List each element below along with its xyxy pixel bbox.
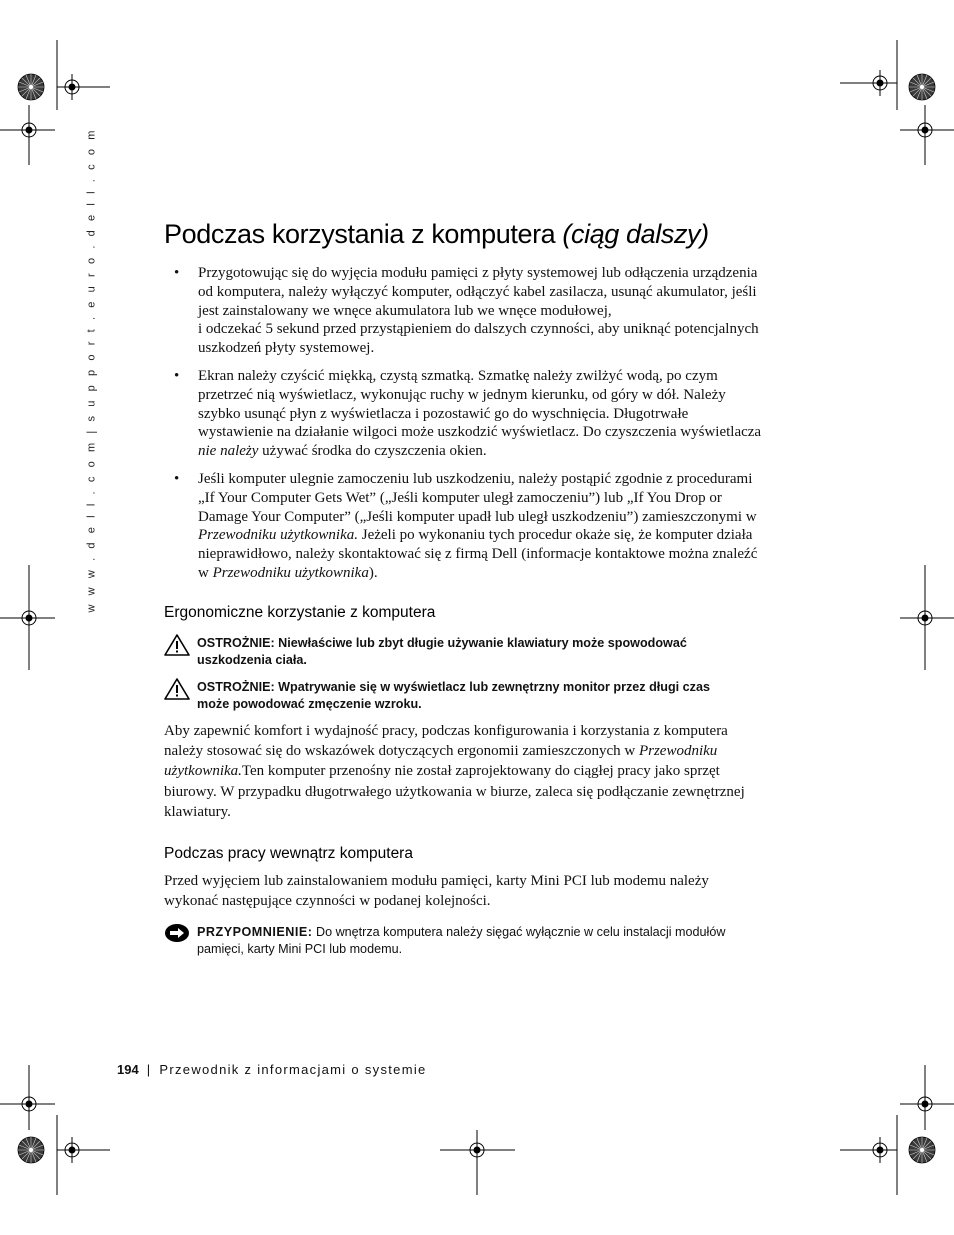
caution-keyboard xyxy=(164,635,776,669)
bullet-2-text: używać środka do czyszczenia okien. xyxy=(258,443,487,460)
bullet-2-line: • Ekran należy czyścić miękką, czystą szmatką. Szmatkę należy zwilżyć wodą, po czym xyxy=(198,367,718,384)
paragraph-text: Ten komputer przenośny nie został zaprojektowany do ciągłej pracy jako sprzęt xyxy=(241,763,720,780)
paragraph-line: biurowy. W przypadku długotrwałego użytkowania w biurze, zaleca się podłączanie zewnętrznej xyxy=(164,783,745,800)
emphasis: użytkownika. xyxy=(164,763,242,780)
warning-triangle-icon xyxy=(164,678,190,700)
notice-label: PRZYPOMNIENIE: xyxy=(197,925,313,939)
caution-display xyxy=(164,679,776,713)
bullet-3-line: nieprawidłowo, należy skontaktować się z firmą Dell (informacje kontaktowe można znaleźć xyxy=(198,546,758,563)
section-heading-ergonomics: Ergonomiczne korzystanie z komputera xyxy=(164,604,436,621)
bullet-list xyxy=(164,264,776,592)
bullet-3-text: Jeżeli po wykonaniu tych procedur okaże się, że komputer działa xyxy=(357,527,753,544)
page-title-main: Podczas korzystania z komputera xyxy=(164,219,556,249)
notice-text: pamięci, karty Mini PCI lub modemu. xyxy=(197,942,403,956)
caution-label: OSTROŻNIE: xyxy=(197,680,275,694)
sidebar-url-text: w w w . d e l l . c o m | s u p p o r t . e u r o . d e l l . c o m xyxy=(86,127,99,613)
ergonomics-paragraph xyxy=(164,721,776,822)
bullet-3-line: Damage Your Computer” („Jeśli komputer upadł lub uległ uszkodzeniu”) zamieszczonymi w xyxy=(198,508,757,525)
list-item xyxy=(164,470,776,583)
paragraph-line xyxy=(164,741,776,761)
paragraph-line: klawiatury. xyxy=(164,803,231,820)
page-title xyxy=(164,219,709,250)
inside-computer-paragraph xyxy=(164,871,776,911)
caution-text: Wpatrywanie się w wyświetlacz lub zewnętrzny monitor przez długi czas xyxy=(274,680,710,694)
bullet-1-line: • Przygotowując się do wyjęcia modułu pamięci z płyty systemowej lub odłączenia urządzenia xyxy=(198,265,758,281)
bullet-3-line xyxy=(198,526,776,545)
bullet-1-line: i odczekać 5 sekund przed przystąpieniem do dalszych czynności, aby uniknąć potencjalnych xyxy=(198,321,759,338)
notice-line xyxy=(197,924,776,941)
page-title-suffix: (ciąg dalszy) xyxy=(562,219,709,249)
notice-arrow-icon xyxy=(164,923,190,943)
paragraph-line: wykonać następujące czynności w podanej kolejności. xyxy=(164,893,491,910)
bullet-2-line: szybko usunąć płyn z wyświetlacza i pozostawić go do wyschnięcia. Długotrwałe xyxy=(198,405,689,422)
emphasis: Przewodniku użytkownika xyxy=(212,564,369,581)
bullet-1-line: jest zainstalowany we wnęce akumulatora lub we wnęce modułowej, xyxy=(198,302,612,319)
bullet-2-line: wystawienie na działanie wilgoci może uszkodzić wyświetlacz. Do czyszczenia wyświetlacza xyxy=(198,424,762,441)
bullet-3-line: „If Your Computer Gets Wet” („Jeśli komputer uległ zamoczeniu”) lub „If You Drop or xyxy=(198,489,722,506)
emphasis: Przewodniku xyxy=(638,743,718,760)
caution-text: może powodować zmęczenie wzroku. xyxy=(197,697,422,711)
paragraph-line xyxy=(164,761,776,781)
bullet-3-line: • Jeśli komputer ulegnie zamoczeniu lub uszkodzeniu, należy postąpić zgodnie z procedurami xyxy=(198,470,753,487)
page-number: 194 xyxy=(117,1062,139,1077)
bullet-3-line xyxy=(198,564,776,583)
sidebar-url xyxy=(82,127,102,613)
bullet-3-text: ). xyxy=(368,564,378,581)
paragraph-text: należy stosować się do wskazówek dotyczących ergonomii zamieszczonych w xyxy=(164,743,639,760)
caution-text: uszkodzenia ciała. xyxy=(197,653,307,667)
bullet-1-line: od komputera, należy wyłączyć komputer, odłączyć kabel zasilacza, usunąć akumulator, jeśli xyxy=(198,283,757,300)
caution-line xyxy=(197,635,776,652)
bullet-2-line xyxy=(198,442,776,461)
bullet-1-line: uszkodzeń płyty systemowej. xyxy=(198,340,375,357)
bullet-3-text: w xyxy=(198,564,213,581)
notice-text: Do wnętrza komputera należy sięgać wyłącznie w celu instalacji modułów xyxy=(312,925,726,939)
footer-title: Przewodnik z informacjami o systemie xyxy=(159,1062,427,1077)
bullet-2-line: przetrzeć nią wyświetlacz, wykonując ruchy w jednym kierunku, od góry w dół. Należy xyxy=(198,386,726,403)
warning-triangle-icon xyxy=(164,634,190,656)
list-item xyxy=(164,367,776,461)
emphasis: Przewodniku użytkownika. xyxy=(198,527,358,544)
paragraph-line: Przed wyjęciem lub zainstalowaniem modułu pamięci, karty Mini PCI lub modemu należy xyxy=(164,873,709,889)
list-item xyxy=(164,264,776,358)
page-footer xyxy=(117,1062,427,1077)
section-heading-inside-computer: Podczas pracy wewnątrz komputera xyxy=(164,845,413,862)
caution-line xyxy=(197,679,776,696)
emphasis: nie należy xyxy=(198,443,259,460)
caution-text: Niewłaściwe lub zbyt długie używanie klawiatury może spowodować xyxy=(274,636,687,650)
footer-separator: | xyxy=(146,1062,152,1077)
notice-reminder xyxy=(164,924,776,958)
caution-label: OSTROŻNIE: xyxy=(197,636,275,650)
paragraph-line: Aby zapewnić komfort i wydajność pracy, podczas konfigurowania i korzystania z komputera xyxy=(164,723,728,739)
